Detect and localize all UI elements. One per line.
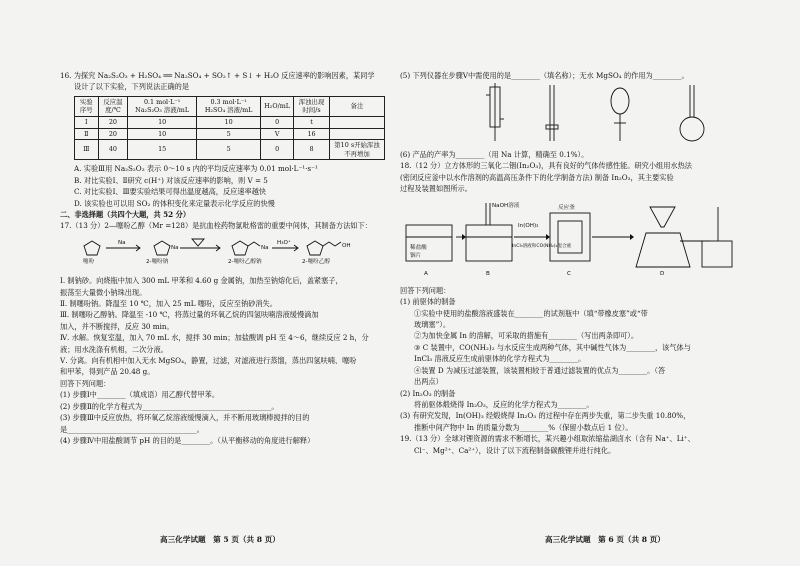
autoclave-c [550,213,590,261]
reagent-label: Na [118,239,126,246]
table-row [75,140,385,160]
q17-line: 回答下列问题： [60,378,111,388]
table-cell: 5 [197,140,261,160]
q17-line: (3) 步骤Ⅲ中反应放热，将环氧乙烷溶液缓慢滴入，并不断用玻璃棒搅拌的目的 [60,413,310,423]
q18-line: (3) 有研究发现，In(OH)₃ 经煅烧得 In₂O₃ 的过程中存在两步失重，第二步失重 10.80%， [400,411,691,421]
flow-arrow [546,234,550,240]
page-footer-right: 高三化学试题 第 6 页（共 8 页） [545,535,665,544]
q16-option-c: C. 对比实验Ⅰ、Ⅲ要实验结果可得出温度越高，反应速率越快 [74,187,267,197]
epoxide-ring [192,239,204,246]
q18-line: 将前驱体煅烧得 In₂O₃，反应的化学方程式为________。 [414,399,594,409]
table-cell: 10 [128,117,197,129]
separatory-funnel-icon [611,88,629,114]
q18-line: 玻璃塞”）。 [414,320,451,330]
q17-line: (4) 步骤Ⅳ中用盐酸调节 pH 的目的是________。（从平衡移动的角度进行解释） [60,435,315,445]
apparatus-label: NaOH溶液 [492,203,520,210]
table-cell: 10 [197,117,261,129]
q18-line: ②为加快金属 In 的溶解，可采取的措施有________（写出两条即可）。 [414,331,639,341]
q18-line: ③ C 装置中，CO(NH₂)₂ 与水反应生成两种气体，其中碱性气体为________，该气体与 [414,342,691,352]
q17-line: 和甲苯，得到产品 20.48 g。 [60,367,155,377]
table-cell: 8 [294,140,330,160]
apparatus-label: C [567,271,571,278]
hydroxyl-group: OH [342,242,351,249]
safety-bottle [702,241,732,267]
table-cell: 16 [294,128,330,140]
apparatus-label: 铟片 [410,253,422,260]
chem-label: 2-噻吩钠 [146,258,169,265]
table-cell: Ⅰ [75,117,99,129]
table-header: 反应温度/℃ [98,96,128,116]
table-cell: 0 [261,117,294,129]
table-header: 备注 [330,96,385,116]
flow-arrow [462,234,466,240]
table-cell: Ⅲ [75,140,99,160]
table-cell: 10 [128,128,197,140]
thiophene-ring [307,241,323,255]
table-header-row [75,96,385,116]
q18-line: (2) In₂O₃ 的制备 [400,388,456,398]
table-header: 浑浊出现时间/s [294,96,330,116]
experiment-table [74,96,385,161]
table-cell: V [261,128,294,140]
q18-line: 出两点） [414,377,443,387]
apparatus-label: In(OH)₃ [518,223,539,230]
reagent-label: H₃O⁺ [277,239,291,246]
chem-label: 2-噻吩乙醇钠 [228,258,262,265]
page-footer-left: 高三化学试题 第 5 页（共 8 页） [160,535,280,544]
beaker-b [466,225,512,261]
q18-line: (密闭反应釜中以水作溶剂的高温高压条件下的化学制备方法) 制备 In₂O₃，其主要实验 [400,172,674,182]
q18-line: InCl₃ 溶液反应生成前驱体的化学方程式为________。 [414,354,586,364]
table-row [75,128,385,140]
apparatus-label: B [486,271,490,278]
q17-line: 是____________________________________。 [60,424,204,434]
q17-line: Ⅲ. 制噻吩乙醇钠。降温至 -10 ℃，将蒸过量的环氧乙烷的四氢呋喃溶液缓慢滴加 [60,310,319,320]
q17-line: 加入，并不断搅拌，反应 30 min。 [60,321,174,331]
apparatus-label: 稀盐酸 [410,245,427,252]
table-header: 0.1 mol·L⁻¹ Na₂S₂O₃ 溶液/mL [128,96,197,116]
table-cell: t [294,117,330,129]
q17-line: (2) 步骤Ⅱ的化学方程式为____________________________________。 [60,401,279,411]
apparatus-label: A [424,271,428,278]
table-cell: Ⅱ [75,128,99,140]
q17-line: Ⅴ. 分离。向有机相中加入无水 MgSO₄，静置，过滤，对滤液进行蒸馏，蒸出四氢呋喃、噻吩 [60,356,357,366]
section-heading: 二、非选择题（共四个大题，共 52 分） [60,210,191,219]
q17-line: 17.（13 分）2—噻吩乙醇（Mr =128）是抗血栓药物氯吡格雷的重要中间体，其制备方法如下： [60,221,372,231]
q5-line: (5) 下列仪器在步骤Ⅴ中需使用的是________（填名称）；无水 MgSO₄ 的作用为________。 [400,71,689,80]
q16-option-b: B. 对比实验Ⅰ、Ⅱ研究 c(H⁺) 对该反应速率的影响，则 V = 5 [74,175,268,185]
q17-line: Ⅰ. 制钠砂。向烧瓶中加入 300 mL 甲苯和 4.60 g 金属钠，加热至钠熔化后，盖紧塞子， [60,276,343,286]
chem-label: 噻吩 [83,258,95,265]
sodium-atom: Na [171,244,179,251]
right-page [400,70,750,456]
buchner-funnel-d [650,207,675,227]
table-cell: 第10 s开始浑浊不再增加 [330,140,385,160]
q16-option-a: A. 实验Ⅲ用 Na₂S₂O₃ 表示 0～10 s 内的平均反应速率为 0.01 mol·L⁻¹·s⁻¹ [74,164,318,174]
q18-line: ①实验中使用的盐酸溶液盛装在________的试剂瓶中（填“带橡皮塞”或“带 [414,308,648,318]
q18-line: 回答下列问题： [400,285,451,295]
apparatus-label: D [660,271,665,278]
q19-line: Cl⁻、Mg²⁺、Ca²⁺），设计了以下流程制备碳酸锂并进行纯化。 [414,445,616,455]
apparatus-label: 反应釜 [558,205,575,212]
q17-line: Ⅳ. 水解。恢复室温，加入 70 mL 水，搅拌 30 min；加盐酸调 pH 至 4～6，继续反应 2 h，分 [60,333,369,343]
left-page [60,70,385,446]
table-cell: 20 [98,117,128,129]
table-cell: 0 [261,140,294,160]
flow-arrow [630,234,634,240]
q18-line: 过程及装置如图所示。 [400,184,472,194]
sodium-atom: Na [261,244,269,251]
apparatus-diagram [400,197,745,279]
q6-line: (6) 产品的产率为________（用 Na 计算，精确至 0.1%）。 [400,149,589,159]
table-cell: 40 [98,140,128,160]
glassware-figure [480,83,780,145]
q16-line: 设计了以下实验，下列说法正确的是 [74,82,190,92]
apparatus-label: InCl₃溶液和CO(NH₂)₂混合液 [512,244,572,250]
chem-label: 2-噻吩乙醇 [302,258,330,265]
q17-line: 液；用水洗涤有机相，二次分液。 [60,344,168,354]
q17-line: (1) 步骤Ⅰ中________（填成语）用乙醇代替甲苯。 [60,390,220,400]
table-header: 0.3 mol·L⁻¹ H₂SO₄ 溶液/mL [197,96,261,116]
table-cell: 20 [98,128,128,140]
q16-option-d: D. 该实验也可以用 SO₂ 的体积变化来定量表示化学反应的快慢 [74,198,275,208]
table-header: H₂O/mL [261,96,294,116]
thiophene-ring [232,241,248,255]
q16-line: 16. 为探究 Na₂S₂O₃ + H₂SO₄ ══ Na₂SO₄ + SO₂↑ + S↓ + H₂O 反应速率的影响因素，某同学 [60,71,375,80]
q18-line: 18.（12 分）立方体形的三氧化二铟(In₂O₃)，具有良好的气体传感性能。研究小组用水热法 [400,161,692,171]
thiophene-ring [84,241,100,255]
thiophene-reaction-scheme [80,235,380,269]
q18-line: 推断中间产物中 In 的质量分数为________%（保留小数点后 1 位）。 [414,422,633,432]
table-header: 实验序号 [75,96,99,116]
q18-line: ④装置 D 为减压过滤装置，该装置相较于普通过滤装置的优点为________。（答 [414,365,666,375]
q17-line: 振荡至大量微小钠珠出现。 [60,287,147,297]
table-cell [330,128,385,140]
table-cell [330,117,385,129]
thiophene-ring [154,241,170,255]
table-cell: 5 [197,128,261,140]
q19-line: 19.（13 分）全球对锂资源的需求不断增长，某兴趣小组取浓缩盐湖卤水（含有 Na⁺、Li⁺、 [400,434,695,444]
q18-line: (1) 前驱体的制备 [400,297,456,307]
q17-line: Ⅱ. 制噻吩钠。降温至 10 ℃，加入 25 mL 噻吩，反应至钠砂消失。 [60,299,277,309]
table-row [75,117,385,129]
table-cell: 15 [128,140,197,160]
